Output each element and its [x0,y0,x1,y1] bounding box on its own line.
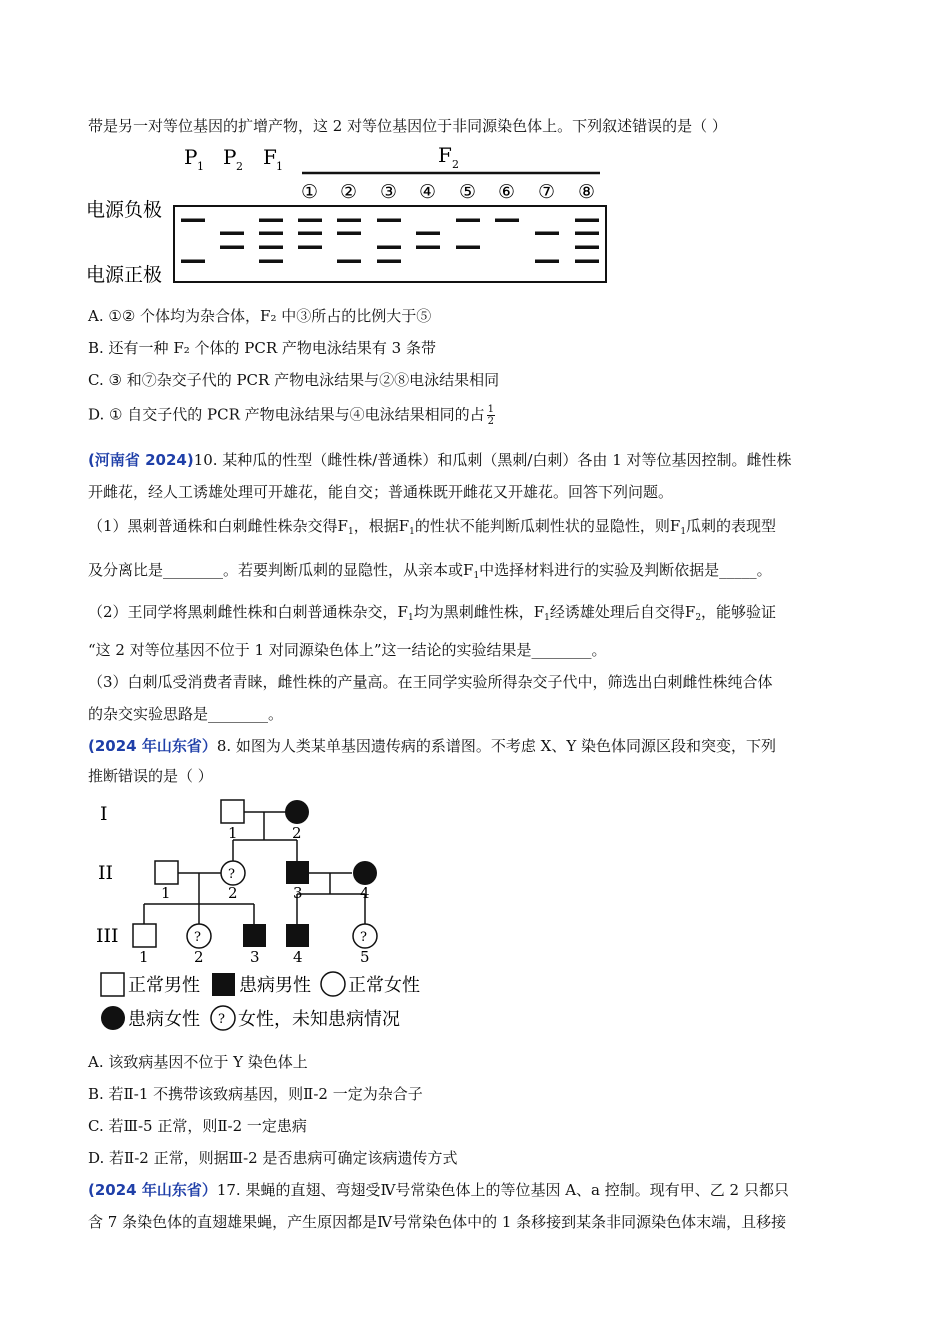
gel-band [298,219,322,223]
legend-affected-female-icon [101,1006,125,1030]
gel-band [575,219,599,223]
svg-text:2: 2 [228,884,238,902]
gel-band [337,232,361,236]
gel-band [259,260,283,264]
gel-band [220,246,244,250]
svg-text:?: ? [194,930,201,945]
q8-line-1: (2024 年山东省）8. 如图为人类某单基因遗传病的系谱图。不考虑 X、Y 染色体同源区段和突变，下列 [88,737,777,755]
lane-label-f1-sub: 1 [276,160,283,173]
option-b-top: B. 还有一种 F₂ 个体的 PCR 产物电泳结果有 3 条带 [88,339,436,357]
option-a-top: A. ①② 个体均为杂合体，F₂ 中③所占的比例大于⑤ [88,307,432,325]
gel-band [416,246,440,250]
f2-lane-number: ⑦ [538,181,556,203]
gel-band [377,260,401,264]
i1-normal-male [221,800,244,823]
q10-part3-line2: 的杂交实验思路是________。 [88,705,284,723]
f2-lane-number: ⑧ [578,181,596,203]
svg-text:1: 1 [139,948,149,966]
svg-text:患病女性: 患病女性 [128,1009,200,1030]
option-d-top [88,404,495,427]
q8-option-b: B. 若Ⅱ-1 不携带该致病基因，则Ⅱ-2 一定为杂合子 [88,1085,423,1103]
lane-label-p2-sub: 2 [236,160,243,173]
gen-label-ii: II [98,862,114,884]
svg-text:1: 1 [228,824,238,842]
f2-lane-number: ① [301,181,319,203]
svg-text:3: 3 [293,884,303,902]
svg-text:患病男性: 患病男性 [239,975,311,996]
ii3-affected-male [286,861,309,884]
gen-label-i: I [100,803,108,825]
q10-part1-line1: （1）黑刺普通株和白刺雌性株杂交得$F_1$，根据$F_1$的性状不能判断瓜刺性状的显隐性，则$F_1$瓜刺的表现型 [88,517,777,537]
legend-normal-female-icon [321,972,345,996]
f2-lane-number: ④ [419,181,437,203]
lane-label-p1-sub: 1 [197,160,204,173]
gel-band [259,219,283,223]
svg-text:2: 2 [292,824,302,842]
gel-band [298,232,322,236]
q17-line-1: (2024 年山东省）17. 果蝇的直翅、弯翅受Ⅳ号常染色体上的等位基因 A、a 控制。现有甲、乙 2 只都只 [88,1181,789,1199]
lane-label-p1: P [184,145,198,169]
q10-part2-line1: （2）王同学将黑刺雌性株和白刺普通株杂交，$F_1$均为黑刺雌性株，$F_1$经诱雄处理后自交得$F_2$，能够验证 [88,603,777,623]
gel-band [575,232,599,236]
question-intro: 带是另一对等位基因的扩增产物，这 2 对等位基因位于非同源染色体上。下列叙述错误的是（ ） [88,117,727,135]
svg-text:正常男性: 正常男性 [128,975,200,996]
iii3-affected-male [243,924,266,947]
iii1-normal-male [133,924,156,947]
q8-source: (2024 年山东省） [88,737,217,755]
positive-electrode-label: 电源正极 [86,264,163,286]
q10-part3-line1: （3）白刺瓜受消费者青睐，雌性株的产量高。在王同学实验所得杂交子代中，筛选出白刺雌性株纯合体 [88,673,773,691]
gen-label-iii: III [96,925,119,947]
gel-bands [181,219,599,264]
f2-label: F [438,143,452,167]
ii1-normal-male [155,861,178,884]
gel-band [377,246,401,250]
fraction-one-half: $\frac{1}{2}$ [487,404,495,427]
gel-band [220,232,244,236]
gel-band [259,246,283,250]
gel-band [181,219,205,223]
gel-band [298,246,322,250]
gel-electrophoresis-figure [80,140,620,290]
svg-text:?: ? [218,1012,225,1027]
q10-line-1: (河南省 2024)10. 某种瓜的性型（雌性株/普通株）和瓜刺（黑刺/白刺）各由 1 对等位基因控制。雌性株 [88,451,792,469]
svg-text:正常女性: 正常女性 [348,975,420,996]
svg-text:1: 1 [161,884,171,902]
gel-band [377,219,401,223]
f2-label-sub: 2 [452,158,459,171]
ii4-affected-female [353,861,377,885]
iii4-affected-male [286,924,309,947]
lane-label-p2: P [223,145,237,169]
svg-text:女性，未知患病情况: 女性，未知患病情况 [238,1009,400,1030]
svg-text:2: 2 [194,948,204,966]
f2-lane-numbers [301,181,595,203]
q8-option-d: D. 若Ⅱ-2 正常，则据Ⅲ-2 是否患病可确定该病遗传方式 [88,1149,458,1167]
q8-option-c: C. 若Ⅲ-5 正常，则Ⅱ-2 一定患病 [88,1117,307,1135]
gel-band [416,232,440,236]
option-c-top: C. ③ 和⑦杂交子代的 PCR 产物电泳结果与②⑧电泳结果相同 [88,371,500,389]
gel-band [535,260,559,264]
gel-frame [174,206,606,282]
f2-lane-number: ⑥ [498,181,516,203]
gel-band [456,219,480,223]
gel-band [575,246,599,250]
legend-normal-male-icon [101,973,124,996]
gel-band [181,260,205,264]
svg-text:?: ? [360,930,367,945]
q8-option-a: A. 该致病基因不位于 Y 染色体上 [88,1053,308,1071]
pedigree-chart [88,790,448,1040]
gel-band [535,232,559,236]
legend-affected-male-icon [212,973,235,996]
svg-text:?: ? [228,867,235,882]
svg-text:4: 4 [360,884,370,902]
gel-band [259,232,283,236]
negative-electrode-label: 电源负极 [86,199,163,221]
svg-text:5: 5 [360,948,370,966]
q10-part2-line2: “这 2 对等位基因不位于 1 对同源染色体上”这一结论的实验结果是________。 [88,641,607,659]
i2-affected-female [285,800,309,824]
gel-band [337,219,361,223]
f2-lane-number: ② [340,181,358,203]
q8-line-2: 推断错误的是（ ） [88,767,213,785]
svg-text:4: 4 [293,948,303,966]
gel-band [456,246,480,250]
gel-band [575,260,599,264]
q17-source: (2024 年山东省） [88,1181,217,1199]
gel-band [337,260,361,264]
q10-part1-line2: 及分离比是________。若要判断瓜刺的显隐性，从亲本或$F_1$中选择材料进行的实验及判断依据是_____。 [88,561,772,581]
f2-lane-number: ③ [380,181,398,203]
q17-line-2: 含 7 条染色体的直翅雄果蝇，产生原因都是Ⅳ号常染色体中的 1 条移接到某条非同源染色体末端，且移接 [88,1213,787,1231]
q10-line-2: 开雌花，经人工诱雄处理可开雄花，能自交；普通株既开雌花又开雄花。回答下列问题。 [88,483,674,501]
option-d-text: D. ① 自交子代的 PCR 产物电泳结果与④电泳结果相同的占 [88,405,485,424]
f2-lane-number: ⑤ [459,181,477,203]
svg-text:3: 3 [250,948,260,966]
q10-source: (河南省 2024) [88,451,194,469]
lane-label-f1: F [263,145,277,169]
gel-band [495,219,519,223]
